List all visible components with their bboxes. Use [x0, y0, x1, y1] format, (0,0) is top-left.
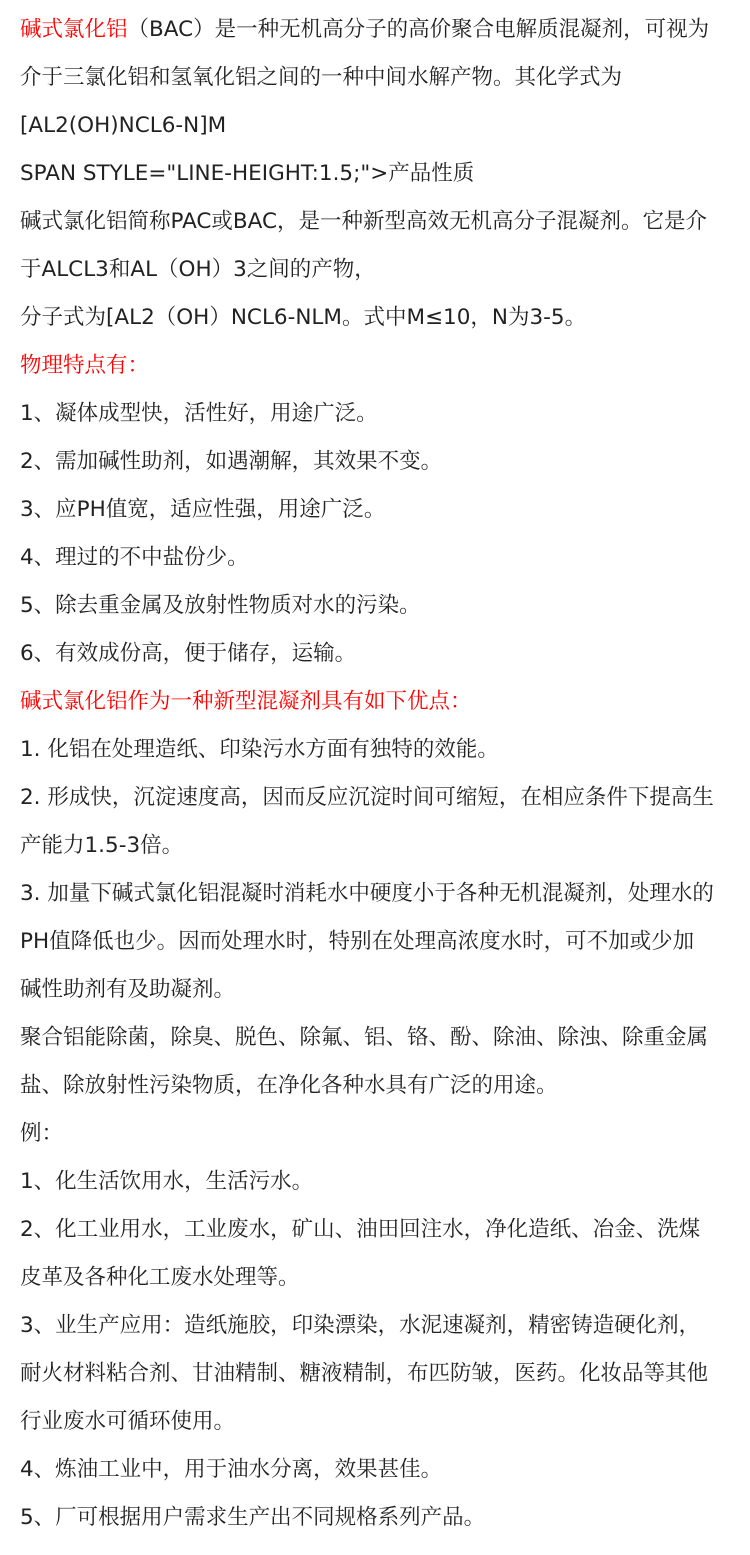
physical-item: 5、除去重金属及放射性物质对水的污染。 [20, 593, 421, 618]
intro-line-1-text: （BAC）是一种无机高分子的高价聚合电解质混凝剂，可视为 [127, 17, 710, 42]
advantages-line: 3. 加量下碱式氯化铝混凝时消耗水中硬度小于各种无机混凝剂，处理水的 [20, 881, 714, 906]
example-line: 1、化生活饮用水，生活污水。 [20, 1169, 314, 1194]
stray-markup-line: SPAN STYLE="LINE-HEIGHT:1.5;">产品性质 [20, 161, 475, 186]
intro-line-5: 碱式氯化铝简称PAC或BAC，是一种新型高效无机高分子混凝剂。它是介 [20, 209, 708, 234]
example-line: 耐火材料粘合剂、甘油精制、糖液精制，布匹防皱，医药。化妆品等其他 [20, 1361, 709, 1386]
intro-line-2: 介于三氯化铝和氢氧化铝之间的一种中间水解产物。其化学式为 [20, 65, 623, 90]
example-line: 皮革及各种化工废水处理等。 [20, 1265, 300, 1290]
chemical-formula: [AL2(OH)NCL6-N]M [20, 113, 227, 138]
physical-item: 2、需加碱性助剂，如遇潮解，其效果不变。 [20, 449, 443, 474]
physical-item: 6、有效成份高，便于储存，运输。 [20, 641, 357, 666]
intro-line-6: 于ALCL3和AL（OH）3之间的产物， [20, 257, 376, 282]
advantages-line: 2. 形成快，沉淀速度高，因而反应沉淀时间可缩短，在相应条件下提高生 [20, 785, 714, 810]
advantages-line: 盐、除放射性污染物质，在净化各种水具有广泛的用途。 [20, 1073, 558, 1098]
product-term-highlight: 碱式氯化铝 [20, 17, 128, 42]
example-line: 2、化工业用水，工业废水，矿山、油田回注水，净化造纸、冶金、洗煤 [20, 1217, 701, 1242]
example-line: 5、厂可根据用户需求生产出不同规格系列产品。 [20, 1505, 486, 1530]
example-line: 3、业生产应用：造纸施胶，印染漂染，水泥速凝剂，精密铸造硬化剂， [20, 1313, 701, 1338]
molecular-formula: 分子式为[AL2（OH）NCL6-NLM。式中M≤10，N为3-5。 [20, 305, 587, 330]
advantages-heading: 碱式氯化铝作为一种新型混凝剂具有如下优点： [20, 689, 472, 714]
physical-heading: 物理特点有： [20, 353, 150, 378]
advantages-line: 碱性助剂有及助凝剂。 [20, 977, 236, 1002]
physical-item: 4、理过的不中盐份少。 [20, 545, 249, 570]
advantages-line: 产能力1.5-3倍。 [20, 833, 184, 858]
example-line: 行业废水可循环使用。 [20, 1409, 236, 1434]
physical-item: 1、凝体成型快，活性好，用途广泛。 [20, 401, 378, 426]
advantages-line: 1. 化铝在处理造纸、印染污水方面有独特的效能。 [20, 737, 499, 762]
intro-line-1 [20, 6, 736, 54]
advantages-line: PH值降低也少。因而处理水时，特别在处理高浓度水时，可不加或少加 [20, 929, 695, 954]
physical-item: 3、应PH值宽，适应性强，用途广泛。 [20, 497, 386, 522]
example-line: 4、炼油工业中，用于油水分离，效果甚佳。 [20, 1457, 443, 1482]
examples-heading: 例： [20, 1121, 64, 1146]
advantages-line: 聚合铝能除菌，除臭、脱色、除氟、铝、铬、酚、除油、除浊、除重金属 [20, 1025, 709, 1050]
